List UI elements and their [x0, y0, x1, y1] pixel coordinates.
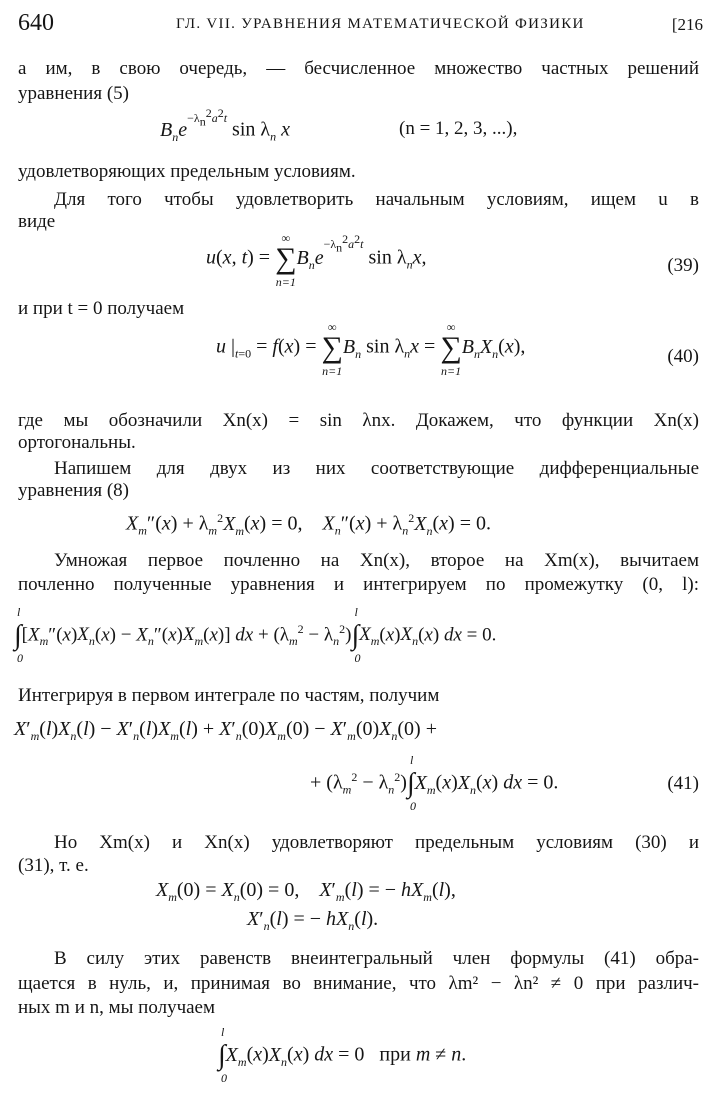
paragraph-line: В силу этих равенств внеинтегральный член формулы (41) обра- — [54, 948, 699, 969]
equation-integral-difference: ∫ l 0 $[X_m''(x)X_n(x) - X_n''(x)X_m(x)]$ dx + $(\lambda_m^2 - \lambda_n^2)\int$ l 0 $X_m(x)X_n(x)$ dx = 0. — [14, 605, 497, 665]
paragraph-line: где мы обозначили Xn(x) = sin λnx. Докажем, что функции Xn(x) — [18, 410, 699, 431]
equation-orthogonality: ∫ l 0 $X_m(x)X_n(x)$ dx = 0 при m ≠ n. — [218, 1025, 467, 1085]
paragraph-line: (31), т. е. — [18, 855, 89, 876]
paragraph-line: уравнения (5) — [18, 83, 129, 104]
paragraph-line: почленно полученные уравнения и интегрируем по промежутку (0, l): — [18, 574, 699, 595]
paragraph-line: Интегрируя в первом интеграле по частям, получим — [18, 685, 440, 706]
paragraph-line: и при t = 0 получаем — [18, 298, 185, 319]
equation-index-range: (n = 1, 2, 3, ...), — [399, 118, 518, 139]
equation-particular-solution: $B_ne^{-\lambda_n^2a^2t}$ $\sin \lambda_n$ x — [160, 106, 290, 144]
paragraph-line: Умножая первое почленно на Xn(x), второе на Xm(x), вычитаем — [54, 550, 699, 571]
equation-boundary-2: $X'_n(l)$ = − $hX_n(l)$. — [247, 908, 379, 933]
paragraph-line: Напишем для двух из них соответствующие дифференциальные — [54, 458, 699, 479]
equation-39: u(x, t) = ∑ ∞ n=1 $B_ne^{-\lambda_n^2a^2t}$ $\sin \lambda_nx$, — [206, 231, 427, 290]
equation-number-40: (40) — [667, 346, 699, 367]
page-number: 640 — [18, 10, 54, 36]
equation-41-line2: + $(\lambda_m^2 - \lambda_n^2)\int$ l 0 $X_m(x)X_n(x)$ dx = 0. — [310, 753, 559, 814]
equation-number-39: (39) — [667, 255, 699, 276]
equation-41-line1: $X'_m(l)X_n(l) - X'_n(l)X_m(l) + X'_n(0)X_m(0) - X'_m(0)X_n(0)$ + — [14, 718, 437, 743]
paragraph-line: ортогональны. — [18, 432, 136, 453]
equation-40: u $|_{t=0} = f(x)$ = ∑ ∞ n=1 $B_n$ $\sin \lambda_nx$ = ∑ ∞ n=1 $B_nX_n(x)$, — [216, 320, 526, 378]
paragraph-line: уравнения (8) — [18, 480, 129, 501]
paragraph-line: удовлетворяющих предельным условиям. — [18, 161, 356, 182]
equation-number-41: (41) — [667, 773, 699, 794]
paragraph-line: Но Xm(x) и Xn(x) удовлетворяют предельным условиям (30) и — [54, 832, 699, 853]
paragraph-line: щается в нуль, и, принимая во внимание, что λm² − λn² ≠ 0 при различ- — [18, 973, 699, 994]
section-number: [216 — [671, 15, 703, 34]
paragraph-line: виде — [18, 211, 56, 232]
page-header — [18, 10, 703, 40]
equation-boundary-1: $X_m(0) = X_n(0) = 0$, $X'_m(l)$ = − $hX_m(l)$, — [156, 879, 456, 904]
paragraph-line: ных m и n, мы получаем — [18, 997, 216, 1018]
running-title: ГЛ. VII. УРАВНЕНИЯ МАТЕМАТИЧЕСКОЙ ФИЗИКИ — [176, 16, 585, 32]
paragraph-line: а им, в свою очередь, — бесчисленное множество частных решений — [18, 58, 699, 79]
paragraph-line: Для того чтобы удовлетворить начальным условиям, ищем u в — [54, 189, 699, 210]
equation-diff-pair: $X_m''(x) + \lambda_m^2X_m(x) = 0$, $X_n''(x) + \lambda_n^2X_n(x) = 0$. — [126, 511, 491, 538]
